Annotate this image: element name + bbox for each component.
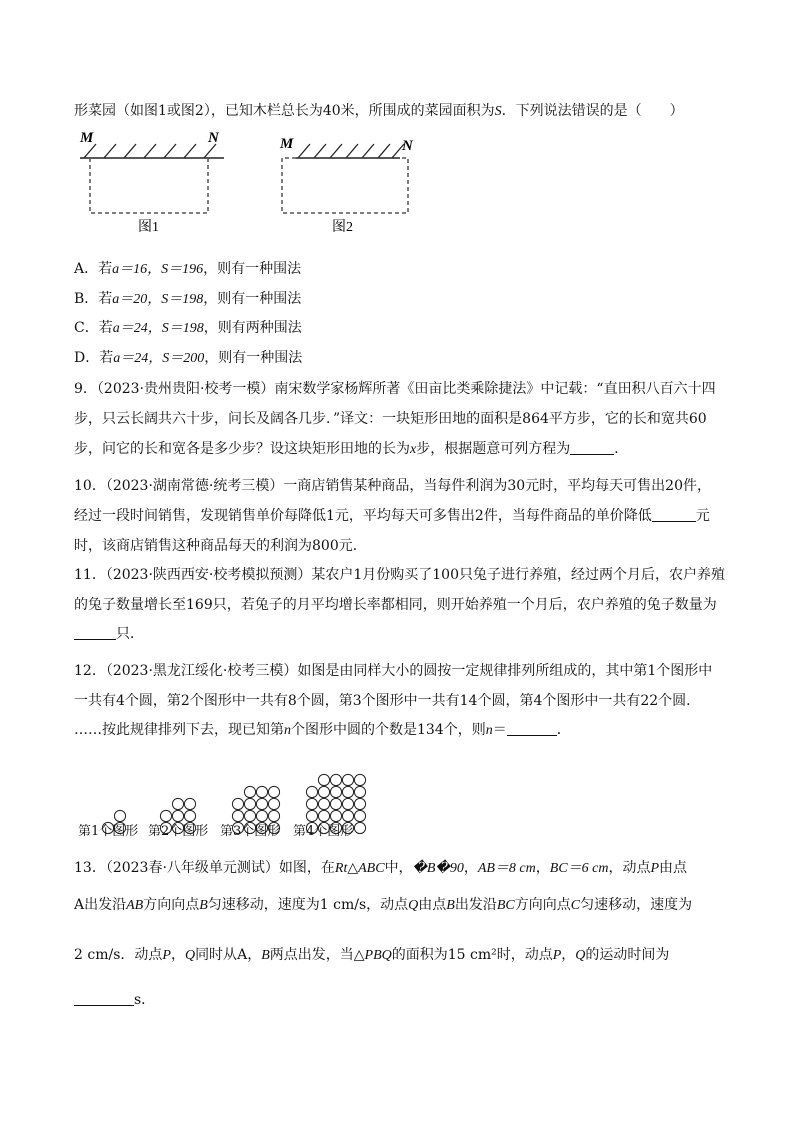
circle — [114, 810, 125, 821]
circle — [342, 774, 353, 785]
circle — [330, 786, 341, 797]
figure-2-label: 图2 — [332, 220, 353, 235]
circle — [354, 810, 365, 821]
circle — [318, 810, 329, 821]
circle — [172, 810, 183, 821]
circle — [354, 798, 365, 809]
circle — [330, 798, 341, 809]
circle — [184, 798, 195, 809]
answer-blank[interactable] — [74, 625, 116, 640]
circle — [318, 798, 329, 809]
circle — [354, 822, 365, 833]
circle — [232, 798, 243, 809]
circle — [244, 798, 255, 809]
circle — [232, 810, 243, 821]
q12-line-3: ……按此规律排列下去，现已知第n个图形中圆的个数是134个，则n＝ ． — [74, 722, 571, 738]
figure-1 — [79, 130, 224, 235]
q13-line-1: 13．（2023春·八年级单元测试）如图，在Rt△ABC中，�B�90，AB＝8 cm，BC＝6 cm，动点P由点 — [74, 860, 688, 876]
circle — [342, 810, 353, 821]
q8-option-b: B．若a＝20，S＝198，则有一种围法 — [74, 291, 302, 307]
q10-line-2: 经过一段时间销售，发现销售单价每降低1元，平均每天可多售出2件，当每件商品的单价降低 元 — [74, 508, 710, 524]
q11-line-1: 11．（2023·陕西西安·校考模拟预测）某农户1月份购买了100只兔子进行养殖，经过两个月后，农户养殖 — [74, 567, 725, 583]
q13-line-3: 2 cm/s．动点P，Q同时从A，B两点出发，当△PBQ的面积为15 cm²时，动点P，Q的运动时间为 — [74, 947, 670, 963]
q8-intro: 形菜园（如图1或图2），已知木栏总长为40米，所围成的菜园面积为S．下列说法错误的是（ ） — [74, 103, 684, 119]
q9-line-3: 步，问它的长和宽各是多少步？设这块矩形田地的长为x步，根据题意可列方程为 ． — [74, 441, 629, 457]
circle — [330, 774, 341, 785]
q12-figure-label-1: 第1个图形 — [78, 824, 139, 839]
circle — [268, 786, 279, 797]
circle — [256, 786, 267, 797]
q8-option-a: A．若a＝16，S＝196，则有一种围法 — [74, 261, 302, 277]
label-n: N — [402, 138, 413, 154]
q11-line-3: 只． — [74, 624, 144, 644]
figure-2 — [279, 136, 414, 235]
answer-blank[interactable] — [507, 721, 557, 736]
circle — [306, 786, 317, 797]
circle — [184, 810, 195, 821]
q9-line-2: 步，只云长阔共六十步，问长及阔各几步．”译文：一块矩形田地的面积是864平方步，它的长和宽共60 — [74, 411, 707, 427]
circle — [330, 810, 341, 821]
q11-line-2: 的兔子数量增长至169只，若兔子的月平均增长率都相同，则开始养殖一个月后，农户养殖的兔子数量为 — [74, 597, 717, 613]
circle — [244, 810, 255, 821]
answer-blank[interactable] — [652, 507, 696, 522]
circle — [160, 810, 171, 821]
q9-line-1: 9．（2023·贵州贵阳·校考一模）南宋数学家杨辉所著《田亩比类乘除捷法》中记载：“直田积八百六十四 — [74, 381, 716, 397]
circle — [354, 774, 365, 785]
circle — [268, 810, 279, 821]
q13-line-4: s． — [74, 990, 155, 1010]
answer-blank[interactable] — [74, 991, 134, 1006]
circle — [256, 810, 267, 821]
q10-line-3: 时，该商店销售这种商品每天的利润为800元． — [74, 538, 367, 554]
circle — [306, 798, 317, 809]
label-m: M — [80, 130, 94, 146]
circle — [354, 786, 365, 797]
q12-line-1: 12．（2023·黑龙江绥化·校考三模）如图是由同样大小的圆按一定规律排列所组成的，其中第1个图形中 — [74, 663, 713, 679]
answer-blank[interactable] — [570, 440, 614, 455]
q10-line-1: 10．（2023·湖南常德·统考三模）一商店销售某种商品，当每件利润为30元时，平均每天可售出20件， — [74, 478, 711, 494]
circle — [306, 810, 317, 821]
q8-option-c: C．若a＝24，S＝198，则有两种围法 — [74, 320, 302, 336]
circle — [318, 786, 329, 797]
q12-figure-label-3: 第3个图形 — [220, 824, 281, 839]
circle — [342, 798, 353, 809]
circle — [268, 798, 279, 809]
circle — [256, 798, 267, 809]
q12-figure-label-2: 第2个图形 — [148, 824, 209, 839]
q13-line-2: A出发沿AB方向向点B匀速移动，速度为1 cm/s，动点Q由点B出发沿BC方向向点C匀速移动，速度为 — [74, 897, 693, 913]
label-m: M — [280, 136, 294, 152]
circle — [244, 786, 255, 797]
circle — [318, 774, 329, 785]
q8-option-d: D．若a＝24，S＝200，则有一种围法 — [74, 350, 303, 366]
label-n: N — [208, 130, 219, 146]
q12-line-2: 一共有4个圆，第2个图形中一共有8个圆，第3个图形中一共有14个圆，第4个图形中一共有22个圆． — [74, 693, 701, 709]
circle — [172, 798, 183, 809]
figure-1-label: 图1 — [138, 220, 159, 235]
q8-figures — [74, 125, 434, 240]
q12-figure-label-4: 第4个图形 — [293, 824, 354, 839]
circle — [342, 786, 353, 797]
